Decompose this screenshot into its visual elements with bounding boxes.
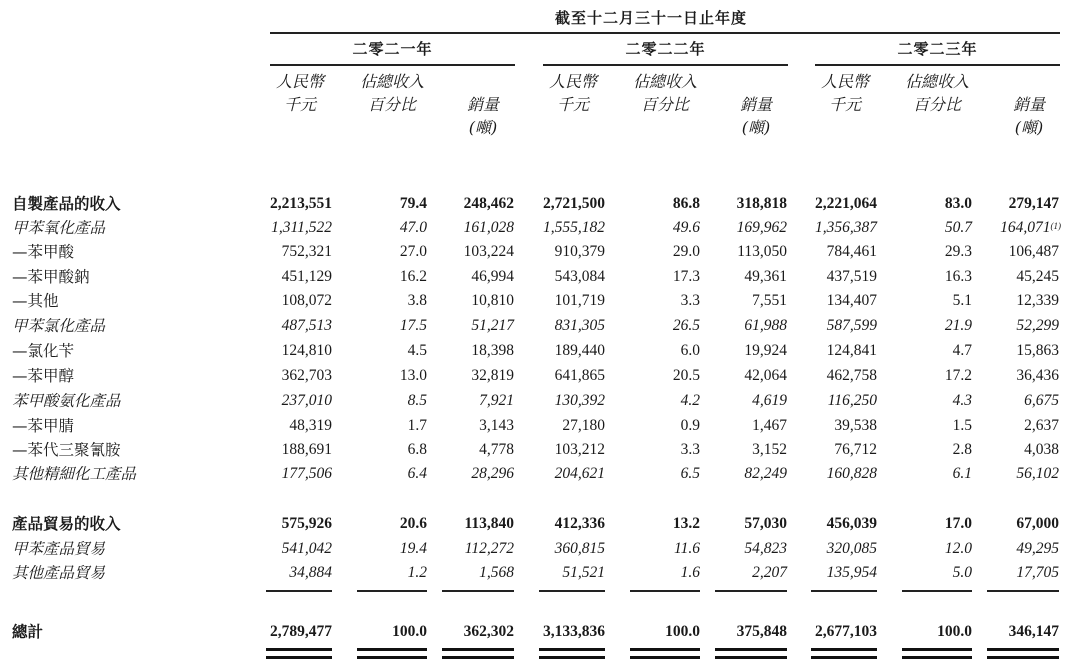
total-double-rule-top bbox=[266, 648, 332, 651]
total-double-rule-top bbox=[539, 648, 605, 651]
total-double-rule-top bbox=[357, 648, 427, 651]
table-cell: 17,705 bbox=[1016, 564, 1059, 581]
table-cell: 79.4 bbox=[399, 195, 427, 212]
table-cell: 13.0 bbox=[399, 367, 427, 384]
total-double-rule-bottom bbox=[902, 656, 972, 659]
table-cell: 51,217 bbox=[471, 317, 514, 334]
table-cell: 36,436 bbox=[1016, 367, 1059, 384]
table-cell: 2.8 bbox=[952, 441, 972, 458]
period-heading: 截至十二月三十一日止年度 bbox=[555, 9, 748, 27]
table-cell: 56,102 bbox=[1016, 465, 1059, 482]
table-cell: 10,810 bbox=[471, 292, 514, 309]
table-cell: 32,819 bbox=[471, 367, 514, 384]
table-cell: 51,521 bbox=[562, 564, 605, 581]
col-header-rmb-line: 人民幣 bbox=[275, 72, 324, 91]
table-cell: 177,506 bbox=[281, 465, 332, 482]
row-label: —苯甲腈 bbox=[12, 417, 75, 435]
table-cell: 2,721,500 bbox=[543, 195, 605, 212]
col-header-pct-line: 佔總收入 bbox=[632, 72, 697, 91]
col-header-volume-line: 銷量 bbox=[739, 95, 772, 114]
row-label: 苯甲酸氨化產品 bbox=[12, 392, 121, 410]
table-cell: 189,440 bbox=[554, 342, 605, 359]
table-cell: 6.0 bbox=[680, 342, 700, 359]
period-rule bbox=[270, 32, 1060, 34]
row-label: 甲苯氧化產品 bbox=[12, 219, 106, 237]
table-cell: 124,841 bbox=[826, 342, 877, 359]
row-label: —苯代三聚氰胺 bbox=[12, 441, 121, 459]
total-double-rule-bottom bbox=[630, 656, 700, 659]
table-cell: 4,778 bbox=[479, 441, 514, 458]
table-cell: 20.6 bbox=[399, 515, 427, 532]
table-cell: 57,030 bbox=[744, 515, 787, 532]
col-header-volume bbox=[706, 93, 806, 139]
table-cell: 116,250 bbox=[827, 392, 877, 409]
col-header-pct-line: 佔總收入 bbox=[904, 72, 969, 91]
table-cell: 106,487 bbox=[1008, 243, 1059, 260]
col-header-pct bbox=[887, 70, 987, 116]
table-cell: 135,954 bbox=[826, 564, 877, 581]
table-cell: 1.6 bbox=[680, 564, 700, 581]
table-cell: 27,180 bbox=[562, 417, 605, 434]
table-cell: 12,339 bbox=[1016, 292, 1059, 309]
table-cell: 3,143 bbox=[479, 417, 514, 434]
table-cell: 752,321 bbox=[281, 243, 332, 260]
table-cell: 2,637 bbox=[1024, 417, 1059, 434]
table-cell: 1.7 bbox=[407, 417, 427, 434]
table-row bbox=[0, 265, 1080, 289]
table-row bbox=[0, 364, 1080, 388]
table-cell: 124,810 bbox=[281, 342, 332, 359]
table-cell: 1,311,522 bbox=[271, 219, 332, 236]
table-cell: 2,207 bbox=[752, 564, 787, 581]
table-cell: 346,147 bbox=[1008, 623, 1059, 640]
col-header-pct-line: 百分比 bbox=[367, 95, 416, 114]
col-header-pct bbox=[615, 70, 715, 116]
table-cell: 362,703 bbox=[281, 367, 332, 384]
table-cell: 3.3 bbox=[680, 292, 700, 309]
table-row bbox=[0, 240, 1080, 264]
table-cell: 1.2 bbox=[407, 564, 427, 581]
year-rule-2022 bbox=[543, 64, 788, 66]
col-header-rmb-line: 千元 bbox=[828, 95, 861, 114]
table-cell: 6.5 bbox=[680, 465, 700, 482]
table-cell: 164,071$^{(1)}$ bbox=[1000, 219, 1061, 236]
year-heading-2022: 二零二二年 bbox=[625, 40, 706, 58]
table-cell: 46,994 bbox=[471, 268, 514, 285]
total-double-rule-top bbox=[630, 648, 700, 651]
table-cell: 17.5 bbox=[399, 317, 427, 334]
table-cell: 48,319 bbox=[289, 417, 332, 434]
row-label: 其他精細化工產品 bbox=[12, 465, 137, 483]
table-cell: 318,818 bbox=[736, 195, 787, 212]
table-cell: 0.9 bbox=[680, 417, 700, 434]
total-double-rule-bottom bbox=[539, 656, 605, 659]
total-double-rule-bottom bbox=[357, 656, 427, 659]
table-cell: 15,863 bbox=[1016, 342, 1059, 359]
table-cell: 641,865 bbox=[554, 367, 605, 384]
table-cell: 2,677,103 bbox=[815, 623, 877, 640]
table-cell: 487,513 bbox=[281, 317, 332, 334]
table-cell: 52,299 bbox=[1016, 317, 1059, 334]
subtotal-rule bbox=[357, 590, 427, 592]
table-cell: 5.0 bbox=[952, 564, 972, 581]
table-cell: 8.5 bbox=[407, 392, 427, 409]
table-cell: 3,133,836 bbox=[543, 623, 605, 640]
total-double-rule-top bbox=[811, 648, 877, 651]
table-cell: 103,224 bbox=[463, 243, 514, 260]
col-header-pct bbox=[342, 70, 442, 116]
table-row bbox=[0, 389, 1080, 413]
col-header-volume-line: 銷量 bbox=[1012, 95, 1045, 114]
table-cell: 169,962 bbox=[736, 219, 787, 236]
table-cell: 13.2 bbox=[672, 515, 700, 532]
table-cell: 4,619 bbox=[752, 392, 787, 409]
table-cell: 320,085 bbox=[826, 540, 877, 557]
table-row bbox=[0, 314, 1080, 338]
table-cell: 100.0 bbox=[392, 623, 427, 640]
table-cell: 130,392 bbox=[554, 392, 605, 409]
table-cell: 7,921 bbox=[479, 392, 514, 409]
year-heading-2023: 二零二三年 bbox=[897, 40, 978, 58]
subtotal-rule bbox=[630, 590, 700, 592]
col-header-pct-line: 百分比 bbox=[640, 95, 689, 114]
table-cell: 462,758 bbox=[826, 367, 877, 384]
table-cell: 6,675 bbox=[1024, 392, 1059, 409]
col-header-rmb-line: 人民幣 bbox=[548, 72, 597, 91]
row-label: —苯甲醇 bbox=[12, 367, 75, 385]
table-cell: 45,245 bbox=[1016, 268, 1059, 285]
table-cell: 16.3 bbox=[944, 268, 972, 285]
table-cell: 49,361 bbox=[744, 268, 787, 285]
table-cell: 42,064 bbox=[744, 367, 787, 384]
table-cell: 17.0 bbox=[944, 515, 972, 532]
table-cell: 831,305 bbox=[554, 317, 605, 334]
total-double-rule-top bbox=[987, 648, 1059, 651]
table-cell: 54,823 bbox=[744, 540, 787, 557]
row-label: 其他產品貿易 bbox=[12, 564, 106, 582]
col-header-rmb bbox=[795, 70, 895, 116]
table-cell: 161,028 bbox=[463, 219, 514, 236]
total-double-rule-bottom bbox=[715, 656, 787, 659]
table-cell: 248,462 bbox=[463, 195, 514, 212]
table-cell: 83.0 bbox=[944, 195, 972, 212]
subtotal-rule bbox=[539, 590, 605, 592]
row-label: —氯化苄 bbox=[12, 342, 75, 360]
table-cell: 3.8 bbox=[407, 292, 427, 309]
table-cell: 437,519 bbox=[826, 268, 877, 285]
table-cell: 188,691 bbox=[281, 441, 332, 458]
table-cell: 17.2 bbox=[944, 367, 972, 384]
total-double-rule-bottom bbox=[811, 656, 877, 659]
row-label: —苯甲酸鈉 bbox=[12, 268, 90, 286]
table-cell: 2,213,551 bbox=[270, 195, 332, 212]
table-cell: 4.5 bbox=[407, 342, 427, 359]
table-cell: 28,296 bbox=[471, 465, 514, 482]
footnote-marker: (1) bbox=[1050, 221, 1061, 231]
table-cell: 20.5 bbox=[672, 367, 700, 384]
subtotal-rule bbox=[442, 590, 514, 592]
table-cell: 362,302 bbox=[463, 623, 514, 640]
row-label: 總計 bbox=[12, 623, 44, 641]
table-cell: 103,212 bbox=[554, 441, 605, 458]
table-cell: 134,407 bbox=[826, 292, 877, 309]
col-header-volume-line: (噸) bbox=[468, 118, 498, 137]
table-cell: 76,712 bbox=[834, 441, 877, 458]
table-cell: 100.0 bbox=[937, 623, 972, 640]
table-cell: 67,000 bbox=[1016, 515, 1059, 532]
year-rule-2023 bbox=[815, 64, 1060, 66]
table-cell: 86.8 bbox=[672, 195, 700, 212]
col-header-pct-line: 百分比 bbox=[912, 95, 961, 114]
table-cell: 456,039 bbox=[826, 515, 877, 532]
table-row bbox=[0, 438, 1080, 462]
table-cell: 21.9 bbox=[944, 317, 972, 334]
table-cell: 29.3 bbox=[944, 243, 972, 260]
table-cell: 61,988 bbox=[744, 317, 787, 334]
table-cell: 3,152 bbox=[752, 441, 787, 458]
table-cell: 49.6 bbox=[672, 219, 700, 236]
table-cell: 4.3 bbox=[952, 392, 972, 409]
total-double-rule-bottom bbox=[987, 656, 1059, 659]
table-cell: 1,555,182 bbox=[543, 219, 605, 236]
col-header-volume-line: (噸) bbox=[741, 118, 771, 137]
table-cell: 34,884 bbox=[289, 564, 332, 581]
table-cell: 27.0 bbox=[399, 243, 427, 260]
col-header-rmb bbox=[250, 70, 350, 116]
table-cell: 4.7 bbox=[952, 342, 972, 359]
table-cell: 910,379 bbox=[554, 243, 605, 260]
table-cell: 412,336 bbox=[554, 515, 605, 532]
table-cell: 541,042 bbox=[281, 540, 332, 557]
year-rule-2021 bbox=[270, 64, 515, 66]
table-cell: 4,038 bbox=[1024, 441, 1059, 458]
table-cell: 279,147 bbox=[1008, 195, 1059, 212]
table-cell: 543,084 bbox=[554, 268, 605, 285]
table-row bbox=[0, 192, 1080, 216]
table-cell: 82,249 bbox=[744, 465, 787, 482]
table-cell: 6.1 bbox=[952, 465, 972, 482]
row-label: 自製產品的收入 bbox=[12, 195, 121, 213]
table-cell: 26.5 bbox=[672, 317, 700, 334]
table-row bbox=[0, 537, 1080, 561]
subtotal-rule bbox=[266, 590, 332, 592]
table-cell: 11.6 bbox=[674, 540, 700, 557]
table-cell: 160,828 bbox=[826, 465, 877, 482]
table-cell: 237,010 bbox=[281, 392, 332, 409]
table-cell: 784,461 bbox=[826, 243, 877, 260]
row-label: 產品貿易的收入 bbox=[12, 515, 121, 533]
table-cell: 47.0 bbox=[399, 219, 427, 236]
table-cell: 1,568 bbox=[479, 564, 514, 581]
col-header-rmb-line: 千元 bbox=[556, 95, 589, 114]
subtotal-rule bbox=[987, 590, 1059, 592]
col-header-pct-line: 佔總收入 bbox=[359, 72, 424, 91]
table-cell: 451,129 bbox=[281, 268, 332, 285]
table-cell: 1.5 bbox=[952, 417, 972, 434]
table-cell: 12.0 bbox=[944, 540, 972, 557]
col-header-volume bbox=[979, 93, 1079, 139]
table-cell: 100.0 bbox=[665, 623, 700, 640]
table-cell: 204,621 bbox=[554, 465, 605, 482]
table-cell: 2,789,477 bbox=[270, 623, 332, 640]
total-double-rule-bottom bbox=[442, 656, 514, 659]
table-row bbox=[0, 414, 1080, 438]
table-cell: 113,840 bbox=[464, 515, 514, 532]
table-cell: 575,926 bbox=[281, 515, 332, 532]
col-header-rmb bbox=[523, 70, 623, 116]
table-row bbox=[0, 561, 1080, 585]
table-cell: 113,050 bbox=[737, 243, 787, 260]
table-cell: 375,848 bbox=[736, 623, 787, 640]
table-cell: 4.2 bbox=[680, 392, 700, 409]
row-label: 甲苯氯化產品 bbox=[12, 317, 106, 335]
table-row bbox=[0, 289, 1080, 313]
table-row bbox=[0, 620, 1080, 644]
table-cell: 112,272 bbox=[464, 540, 514, 557]
col-header-rmb-line: 人民幣 bbox=[820, 72, 869, 91]
col-header-volume-line: (噸) bbox=[1014, 118, 1044, 137]
total-double-rule-top bbox=[902, 648, 972, 651]
col-header-volume bbox=[433, 93, 533, 139]
table-cell: 39,538 bbox=[834, 417, 877, 434]
table-cell: 19,924 bbox=[744, 342, 787, 359]
table-cell: 1,356,387 bbox=[815, 219, 877, 236]
table-cell: 587,599 bbox=[826, 317, 877, 334]
total-double-rule-bottom bbox=[266, 656, 332, 659]
table-cell: 7,551 bbox=[752, 292, 787, 309]
col-header-volume-line: 銷量 bbox=[466, 95, 499, 114]
total-double-rule-top bbox=[442, 648, 514, 651]
table-cell: 108,072 bbox=[281, 292, 332, 309]
table-cell: 6.4 bbox=[407, 465, 427, 482]
row-label: 甲苯產品貿易 bbox=[12, 540, 106, 558]
table-cell: 19.4 bbox=[399, 540, 427, 557]
table-cell: 50.7 bbox=[944, 219, 972, 236]
table-row bbox=[0, 339, 1080, 363]
table-cell: 18,398 bbox=[471, 342, 514, 359]
table-row bbox=[0, 512, 1080, 536]
subtotal-rule bbox=[811, 590, 877, 592]
table-cell: 3.3 bbox=[680, 441, 700, 458]
row-label: —其他 bbox=[12, 292, 59, 310]
subtotal-rule bbox=[715, 590, 787, 592]
table-cell: 6.8 bbox=[407, 441, 427, 458]
table-row bbox=[0, 462, 1080, 486]
subtotal-rule bbox=[902, 590, 972, 592]
col-header-rmb-line: 千元 bbox=[283, 95, 316, 114]
table-cell: 16.2 bbox=[399, 268, 427, 285]
table-cell: 17.3 bbox=[672, 268, 700, 285]
table-cell: 5.1 bbox=[952, 292, 972, 309]
row-label: —苯甲酸 bbox=[12, 243, 75, 261]
table-cell: 1,467 bbox=[752, 417, 787, 434]
table-cell: 101,719 bbox=[554, 292, 605, 309]
table-cell: 29.0 bbox=[672, 243, 700, 260]
table-row bbox=[0, 216, 1080, 240]
table-cell: 360,815 bbox=[554, 540, 605, 557]
year-heading-2021: 二零二一年 bbox=[352, 40, 433, 58]
table-cell: 2,221,064 bbox=[815, 195, 877, 212]
total-double-rule-top bbox=[715, 648, 787, 651]
table-cell: 49,295 bbox=[1016, 540, 1059, 557]
